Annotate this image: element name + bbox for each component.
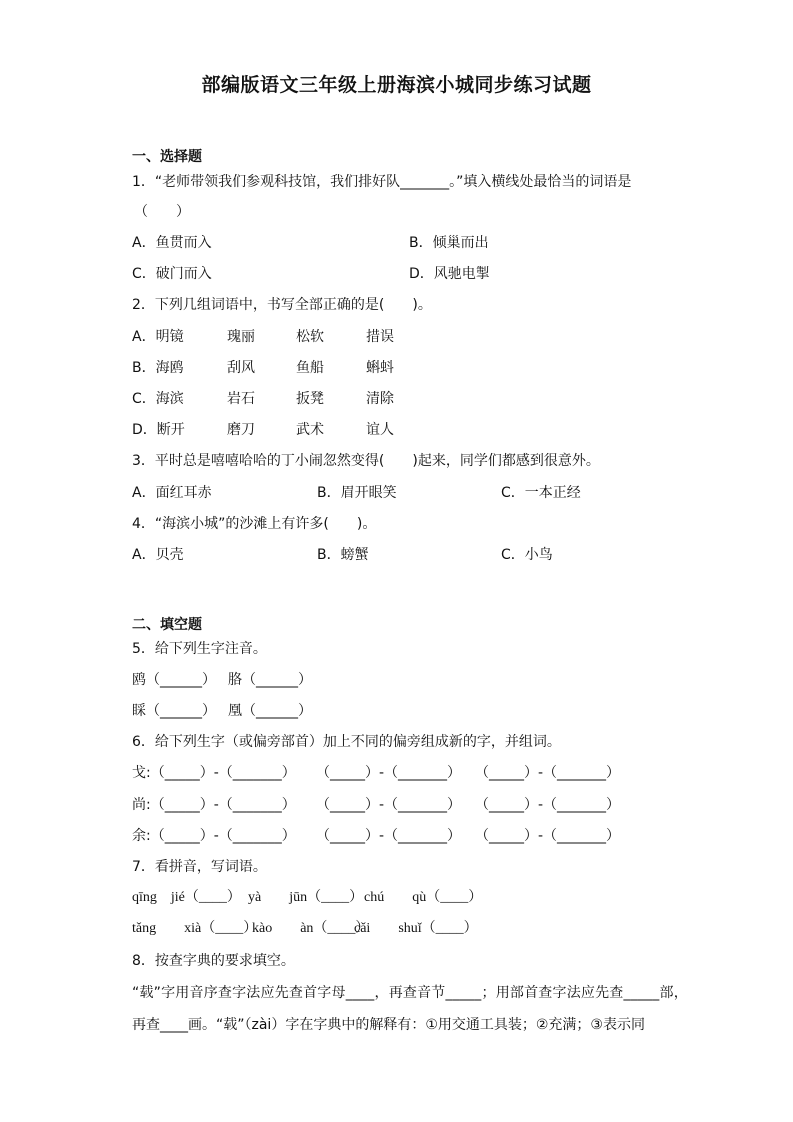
question-5-stem: 5．给下列生字注音。 [132, 641, 267, 657]
pinyin-blank: 鸥（______） [132, 672, 216, 688]
radical-blank-group: 尚:（_____）-（_______） [132, 797, 296, 813]
pinyin-blank: 凰（______） [228, 703, 312, 719]
radical-blank-group: 戈:（_____）-（_______） [132, 765, 296, 781]
question-3-stem: 3．平时总是嘻嘻哈哈的丁小闹忽然变得( )起来，同学们都感到很意外。 [132, 453, 600, 469]
question-1-answer-paren: （ ） [134, 204, 190, 220]
pinyin-word-blank: yà jūn（____） [248, 890, 364, 905]
radical-blank-group: （_____）-（_______） [475, 828, 621, 844]
pinyin-word-blank: qīng jié（____） [132, 890, 241, 905]
pinyin-word-blank: kào àn（____） [252, 921, 370, 936]
option-b: B．螃蟹 [317, 547, 369, 563]
pinyin-word-blank: cǎi shuǐ（____） [354, 921, 478, 936]
option-c: C．一本正经 [501, 485, 581, 501]
word: 鱼船 [296, 360, 324, 376]
pinyin-blank: 睬（______） [132, 703, 216, 719]
page-title: 部编版语文三年级上册海滨小城同步练习试题 [201, 74, 592, 96]
radical-blank-group: （_____）-（_______） [316, 765, 462, 781]
word: 武术 [296, 422, 324, 438]
word: 刮风 [227, 360, 255, 376]
question-8-line-2: 再查____画。“载”（zài）字在字典中的解释有：①用交通工具装；②充满；③表示同 [132, 1017, 645, 1033]
word: B．海鸥 [132, 360, 184, 376]
radical-blank-group: （_____）-（_______） [475, 797, 621, 813]
question-6-stem: 6．给下列生字（或偏旁部首）加上不同的偏旁组成新的字，并组词。 [132, 734, 561, 750]
question-2-stem: 2．下列几组词语中，书写全部正确的是( )。 [132, 297, 432, 313]
option-c: C．小鸟 [501, 547, 553, 563]
word: A．明镜 [132, 329, 184, 345]
word: 蝌蚪 [366, 360, 394, 376]
option-c: C．破门而入 [132, 266, 212, 282]
word: 松软 [296, 329, 324, 345]
radical-blank-group: 余:（_____）-（_______） [132, 828, 296, 844]
question-8-stem: 8．按查字典的要求填空。 [132, 953, 295, 969]
section-heading-fill-in: 二、填空题 [132, 617, 202, 633]
radical-blank-group: （_____）-（_______） [316, 797, 462, 813]
question-1-stem: 1．“老师带领我们参观科技馆，我们排好队_______。”填入横线处最恰当的词语是 [132, 174, 632, 190]
option-b: B．倾巢而出 [409, 235, 489, 251]
question-4-stem: 4．“海滨小城”的沙滩上有许多( )。 [132, 516, 377, 532]
radical-blank-group: （_____）-（_______） [475, 765, 621, 781]
pinyin-word-blank: chú qù（____） [364, 890, 483, 905]
radical-blank-group: （_____）-（_______） [316, 828, 462, 844]
question-7-stem: 7．看拼音，写词语。 [132, 859, 267, 875]
option-b: B．眉开眼笑 [317, 485, 397, 501]
section-heading-choice: 一、选择题 [132, 149, 202, 165]
word: 谊人 [366, 422, 394, 438]
option-a: A．贝壳 [132, 547, 184, 563]
pinyin-blank: 胳（______） [228, 672, 312, 688]
word: D．断开 [132, 422, 185, 438]
word: C．海滨 [132, 391, 184, 407]
option-a: A．鱼贯而入 [132, 235, 212, 251]
pinyin-word-blank: tǎng xià（____） [132, 921, 258, 936]
word: 岩石 [227, 391, 255, 407]
option-d: D．风驰电掣 [409, 266, 490, 282]
word: 措误 [366, 329, 394, 345]
question-8-line-1: “载”字用音序查字法应先查首字母____，再查音节_____；用部首查字法应先查_____部， [132, 985, 688, 1001]
word: 磨刀 [227, 422, 255, 438]
word: 清除 [366, 391, 394, 407]
option-a: A．面红耳赤 [132, 485, 212, 501]
word: 瑰丽 [227, 329, 255, 345]
word: 扳凳 [296, 391, 324, 407]
